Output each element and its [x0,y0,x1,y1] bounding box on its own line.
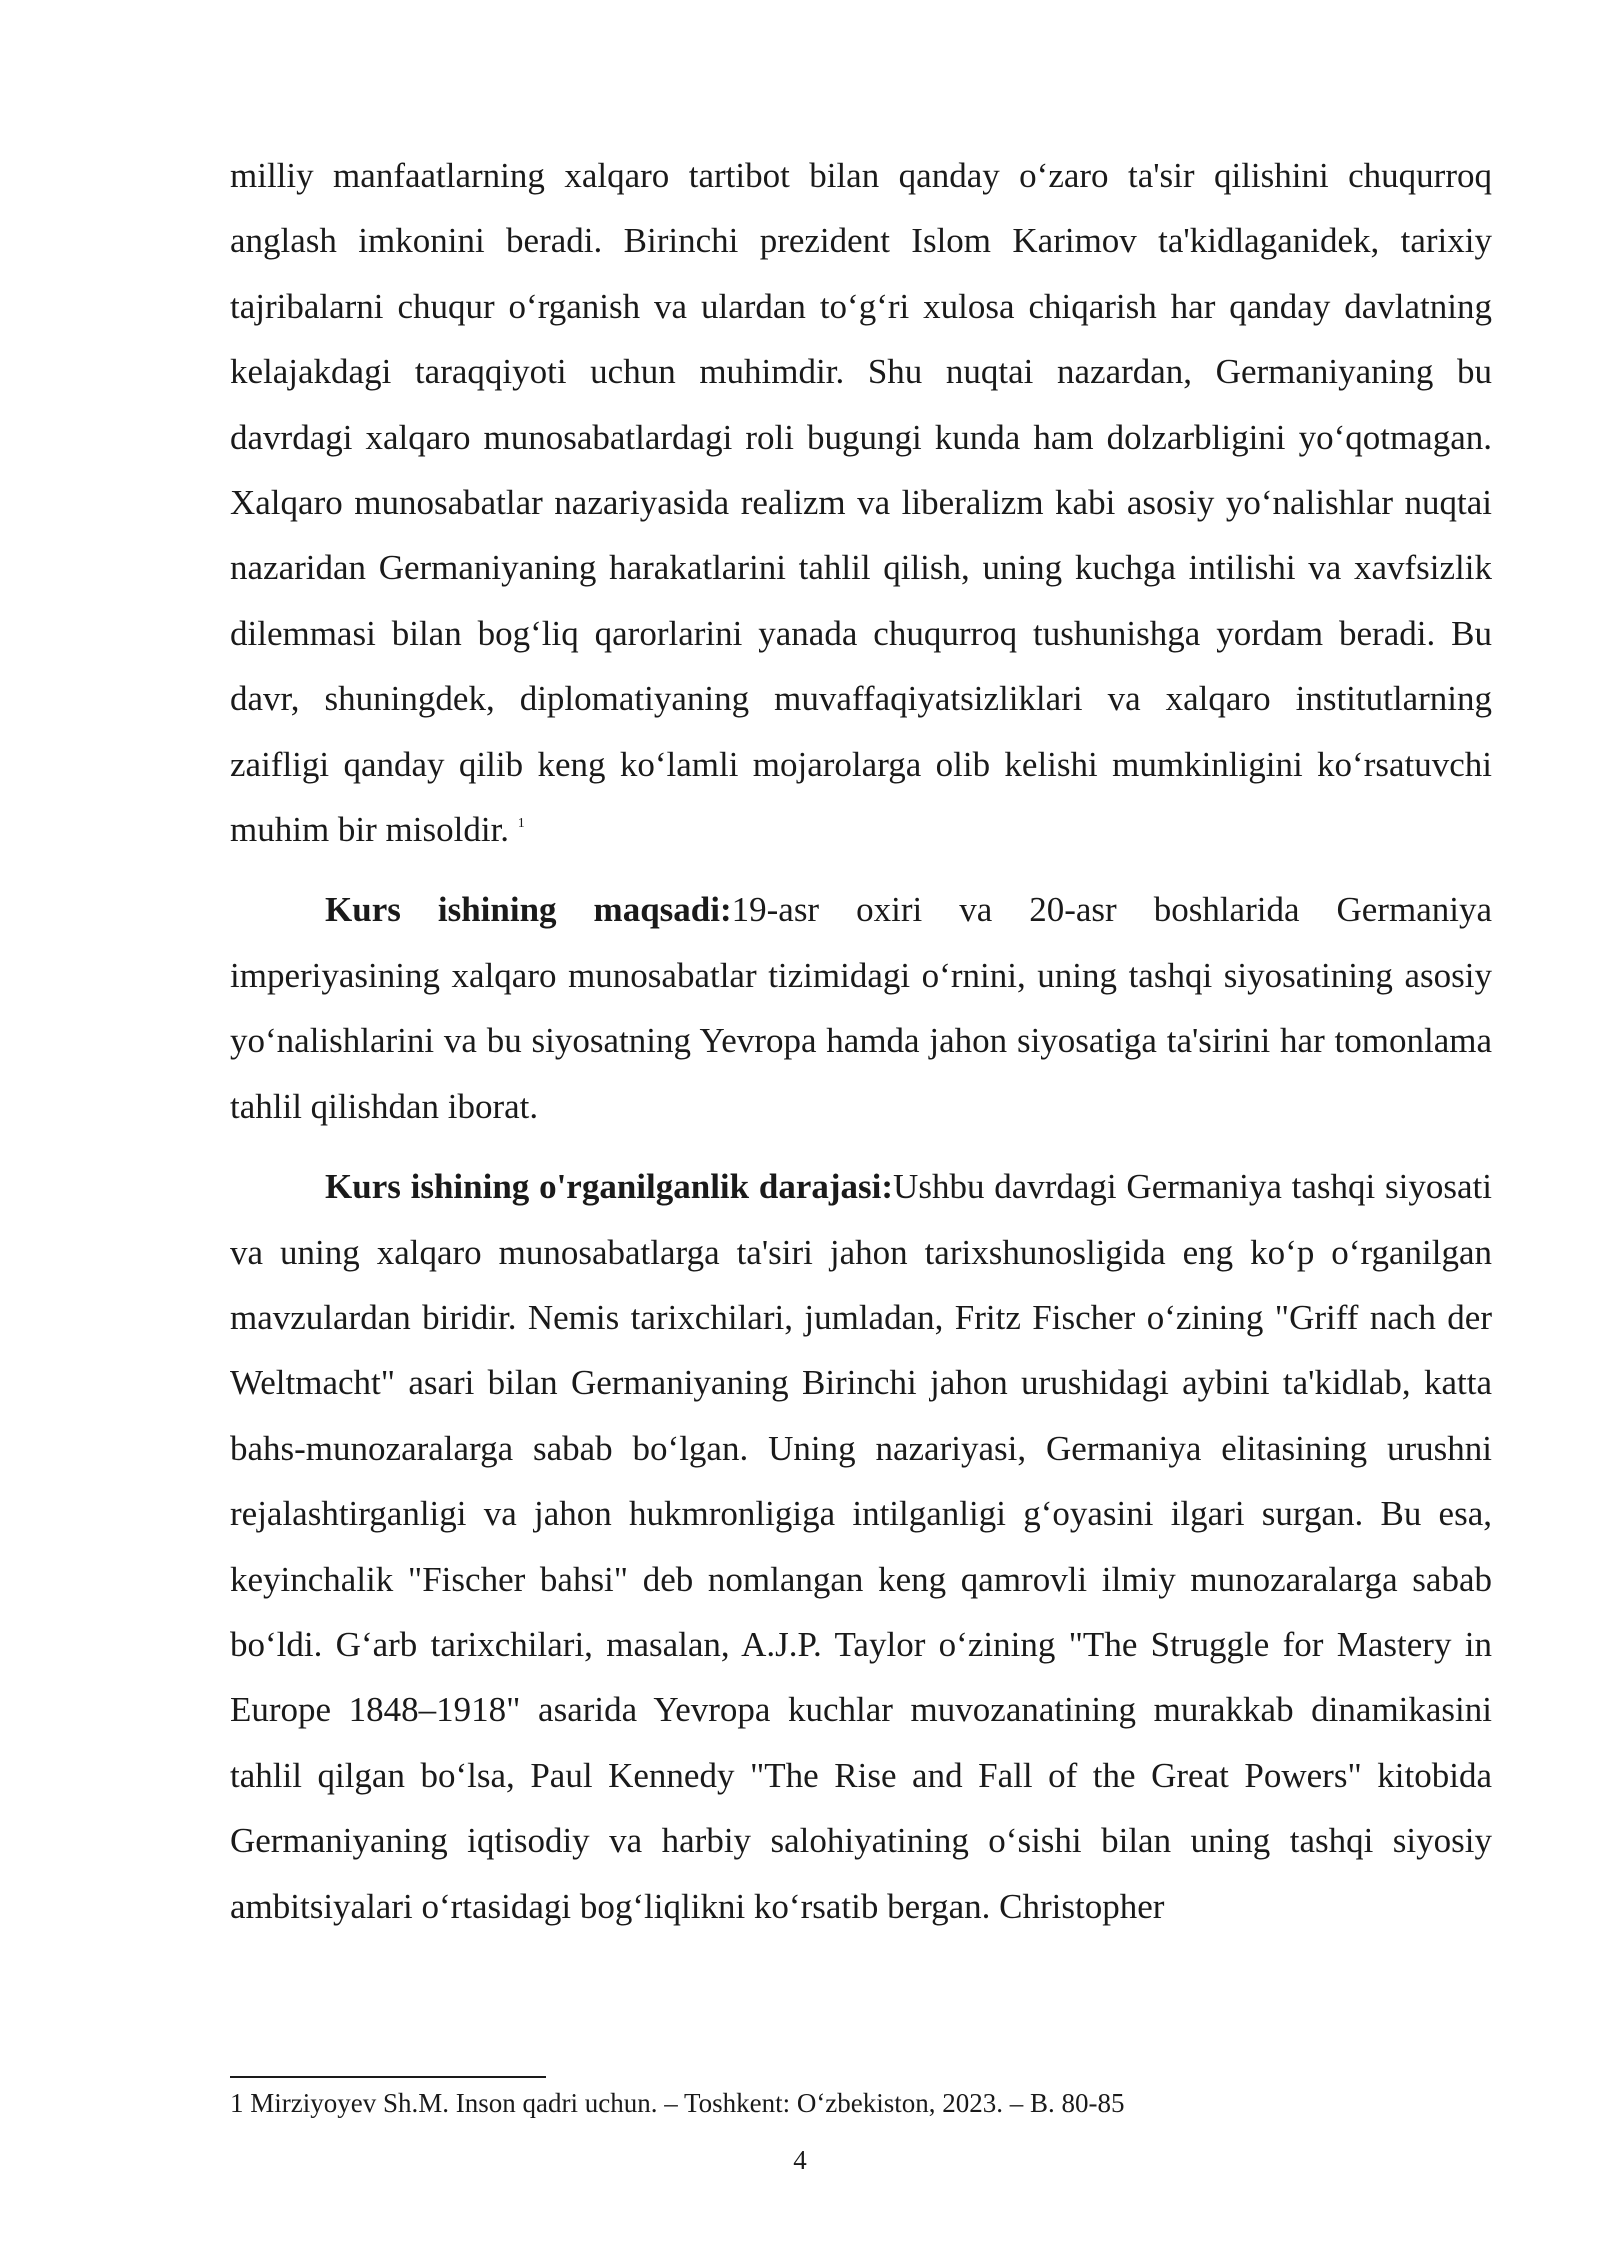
paragraph-text: 19-asr oxiri va 20-asr boshlarida Germaniya imperiyasining xalqaro munosabatlar tizimidagi o‘rnini, uning tashqi siyosatining asosiy yo‘nalishlarini va bu siyosatning Yevropa hamda jahon siyosatiga ta'sirini har tomonlama tahlil qilishdan iborat. [230,890,1492,1126]
footnote: 1 Mirziyoyev Sh.M. Inson qadri uchun. – Toshkent: O‘zbekiston, 2023. – B. 80-85 [230,2088,1125,2118]
body-paragraph-2 [230,877,1492,1139]
paragraph-text: milliy manfaatlarning xalqaro tartibot bilan qanday o‘zaro ta'sir qilishini chuqurroq anglash imkonini beradi. Birinchi prezident Islom Karimov ta'kidlaganidek, tarixiy tajribalarni chuqur o‘rganish va ulardan to‘g‘ri xulosa chiqarish har qanday davlatning kelajakdagi taraqqiyoti uchun muhimdir. Shu nuqtai nazardan, Germaniyaning bu davrdagi xalqaro munosabatlardagi roli bugungi kunda ham dolzarbligini yo‘qotmagan. Xalqaro munosabatlar nazariyasida realizm va liberalizm kabi asosiy yo‘nalishlar nuqtai nazaridan Germaniyaning harakatlarini tahlil qilish, uning kuchga intilishi va xavfsizlik dilemmasi bilan bog‘liq qarorlarini yanada chuqurroq tushunishga yordam beradi. Bu davr, shuningdek, diplomatiyaning muvaffaqiyatsizliklari va xalqaro institutlarning zaifligi qanday qilib keng ko‘lamli mojarolarga olib kelishi mumkinligini ko‘rsatuvchi muhim bir misoldir. [230,156,1492,850]
body-paragraph-3 [230,1154,1492,1939]
footnote-reference: 1 [517,816,525,832]
page-number: 4 [793,2145,807,2175]
section-label-goal: Kurs ishining maqsadi: [325,890,732,930]
section-label-research-level: Kurs ishining o'rganilganlik darajasi: [325,1167,894,1207]
paragraph-text: Ushbu davrdagi Germaniya tashqi siyosati va uning xalqaro munosabatlarga ta'siri jahon tarixshunosligida eng ko‘p o‘rganilgan mavzulardan biridir. Nemis tarixchilari, jumladan, Fritz Fischer o‘zining "Griff nach der Weltmacht" asari bilan Germaniyaning Birinchi jahon urushidagi aybini ta'kidlab, katta bahs-munozaralarga sabab bo‘lgan. Uning nazariyasi, Germaniya elitasining urushni rejalashtirganligi va jahon hukmronligiga intilganligi g‘oyasini ilgari surgan. Bu esa, keyinchalik "Fischer bahsi" deb nomlangan keng qamrovli ilmiy munozaralarga sabab bo‘ldi. G‘arb tarixchilari, masalan, A.J.P. Taylor o‘zining "The Struggle for Mastery in Europe 1848–1918" asarida Yevropa kuchlar muvozanatining murakkab dinamikasini tahlil qilgan bo‘lsa, Paul Kennedy "The Rise and Fall of the Great Powers" kitobida Germaniyaning iqtisodiy va harbiy salohiyatining o‘sishi bilan uning tashqi siyosiy ambitsiyalari o‘rtasidagi bog‘liqlikni ko‘rsatib bergan. Christopher [230,1167,1492,1926]
document-page [230,143,1492,1939]
body-paragraph-1 [230,143,1492,862]
footnote-divider [230,2076,546,2078]
